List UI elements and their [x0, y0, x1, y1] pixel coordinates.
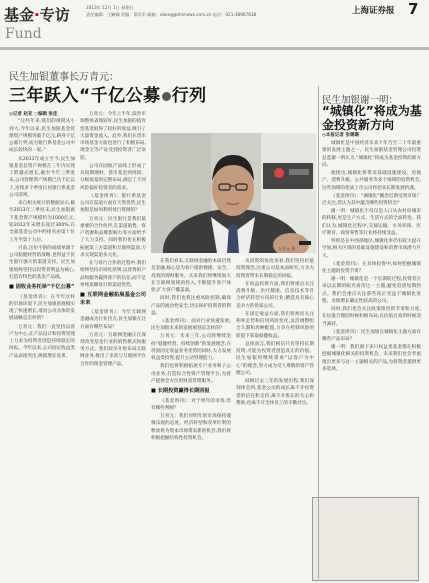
paragraph: 从2011年成立至今,民生加银基金总资产规模在三年内实现了跨越式增长,截至今年三季度末,公司管理资产规模已达千亿以上,连续多个季度位居银行系基金公司前列。	[9, 156, 75, 199]
paragraph: 《基金周刊》：对于明年的市场,您有哪些判断？	[151, 398, 231, 411]
col4-paragraphs	[236, 258, 314, 407]
subheading: ■ 长期投资赢得长期回报	[151, 388, 210, 395]
section-title-en: Fund	[5, 26, 42, 42]
header-rule	[0, 47, 429, 50]
subheading: ■ 互联网金融拓展基金公司未来	[80, 292, 146, 306]
paragraph: 万青元：互联网金融正在深刻改变基金行业的销售模式和服务方式。我们较早开始布局互联网业务,推出了多款与互联网平台合作的现金管理产品。	[80, 332, 146, 367]
photo-caption: 万青元 摄	[278, 246, 296, 251]
sidebar-headline: “城镇化”将成为基金投资新方向	[322, 104, 422, 132]
paragraph: 万青元：今年上半年,债券市场整体表现较好,民生加银的债券型基金取得了较好的收益,吸引了大量资金流入。此外,我们在货币市场基金方面也进行了积极布局,现金宝等产品受到投资者广泛欢迎。	[80, 112, 146, 161]
col1b-paragraphs	[9, 294, 75, 360]
paragraph: 同时,我们也会关注政策推进的节奏和力度,在估值合理的时候积极布局,在估值过高的时候适当减持。	[322, 307, 421, 327]
paragraph: 城镇化是中国经济未来十年乃至二十年最重要的发展主题之一。民生加银基金管理公司投资总监谢一明认为,“城镇化”将成为基金投资的新方向。	[322, 141, 421, 168]
paragraph: 在我们看来,互联网金融的本质仍然是金融,核心是为客户提供便捷、安全、高效的理财服务。未来我们将继续加大在互联网领域的投入,不断提升客户体验,扩大客户覆盖面。	[151, 259, 231, 294]
col2-paragraphs	[80, 111, 146, 289]
paragraph: 他指出,城镇化将带来基础设施建设、房地产、消费升级、公共服务等多个领域的投资机会,这些领域的优质上市公司将迎来长期发展机遇。	[322, 170, 421, 191]
paragraph: 在权益投资方面,我们将重点关注消费升级、医疗健康、信息技术等符合经济转型方向的行业,精选具有核心竞争力的优质公司。	[236, 281, 314, 309]
portrait-illustration	[151, 133, 316, 253]
paragraph: 公司在固收产品线上形成了从短期理财、货币基金到纯债、分级债基的完整布局,满足了不同风险偏好投资者的需求。	[80, 163, 146, 191]
paragraph: 《基金周刊》：在具体投资中,如何把握城镇化主题的投资节奏？	[322, 261, 421, 275]
article-kicker: 民生加银董事长万青元：	[9, 72, 119, 83]
paragraph: 回顾过去三年的发展历程,我们深刻体会到,基金公司的成长离不开投资者的信任和支持,离不开股东的关心和帮助,也离不开全体员工的辛勤付出。	[236, 378, 314, 406]
sidebar-kicker: 民生加银谢一明：	[322, 95, 399, 106]
page-number: 7	[408, 0, 419, 18]
paragraph: 来自相关统计的数据显示,截至2013年三季度末,民生加银旗下基金资产规模约为1000亿元,较2012年末增长超过300%,在全部基金公司中的排名由第十位上升至第十九位。	[9, 201, 75, 243]
newspaper-name: 上海证券报	[352, 6, 395, 16]
paragraph: 万青元：我们对明年的市场保持谨慎乐观的态度。经济转型和改革红利的释放将为资本市场带来新的机会,我们将积极把握结构性投资机会。	[151, 413, 231, 441]
sidebar-byline: ◎本报记者 张璐璐	[322, 133, 359, 138]
section-title: 基金·专访	[4, 6, 70, 24]
paragraph: 《基金周刊》：银行系基金公司在渠道方面有天然优势,民生加银是如何利用母行资源的？	[80, 193, 146, 214]
paragraph: 目前,这份不俗的成绩单源于公司稳健经营的战略,也得益于民生银行强大的渠道支持。民生加银始终坚持以投资者利益为核心,打造有特色的基金产品线。	[9, 245, 75, 280]
paragraph: 《基金周刊》：在今年这样的市场环境下,民生加银的规模实现了快速增长,请问公司具体的发展战略是怎样的？	[9, 294, 75, 322]
article-column-4	[236, 258, 314, 496]
col2b-paragraphs	[80, 309, 146, 368]
paragraph: 谢一明：我们旗下多只权益类基金都在积极挖掘城镇化相关的投资机会。未来我们也会考虑推出更多与这一主题相关的产品,为投资者提供更多选择。	[322, 345, 421, 373]
col3-paragraphs	[151, 258, 231, 385]
paragraph: 总体而言,我们相信只有坚持长期投资,才能为投资者创造真正的价值。民生加银将继续秉承“以客户为中心”的理念,努力成为受人尊敬的资产管理公司。	[236, 341, 314, 376]
paragraph: 在与母行合作的过程中,我们始终坚持市场化原则,以优秀的产品和服务赢得客户的信任,而不是单纯依赖母行的渠道优势。	[80, 261, 146, 289]
article-headline: 三年跃入“千亿公募 行列	[9, 86, 207, 106]
article-column-1	[9, 111, 75, 579]
subheading: ■ 固收业务托举“千亿公募”	[9, 284, 75, 291]
paragraph: 《基金周刊》：民生加银在城镇化主题方面有哪些产品布局？	[322, 329, 421, 343]
article-byline: ◎记者 赵亚 ○编辑 张佳	[9, 112, 58, 117]
paragraph: 谢一明：城镇化不仅仅是人口从农村向城市的转移,更是生产方式、生活方式的全面转变。我们认为,城镇化过程中,交通运输、水务环保、医疗教育、商贸零售等行业将持续受益。	[322, 209, 421, 236]
dateline: 2013年 12月 1日 星期日 责任编辑：王娴娴 美编：郑学丰 邮箱：xbeng@shsnews.com.cn 电话：021-38967638	[86, 5, 257, 17]
info-box	[312, 497, 419, 581]
article-column-2	[80, 111, 146, 579]
col1-paragraphs	[9, 118, 75, 281]
paragraph: 特别是在中西部地区,城镇化率仍有较大提升空间,相关区域的基础设施建设和消费市场潜力巨大。	[322, 239, 421, 259]
paragraph: 同时,我们也将注重风险控制,确保产品的流动性安全,切实保护投资者的利益。	[151, 296, 231, 316]
article-column-3	[151, 258, 231, 579]
paragraph: 《基金周刊》：“城镇化”概念近期受到市场广泛关注,您认为其中蕴含哪些投资机会？	[322, 193, 421, 206]
paragraph: 《基金周刊》：今年互联网金融成为行业热点,民生加银在这方面有哪些布局？	[80, 309, 146, 330]
paragraph: 在固定收益方面,我们将密切关注利率走势和信用风险变化,灵活调整组合久期和券种配置,力争在控制风险的前提下获取稳健收益。	[236, 311, 314, 339]
paragraph: 《基金周刊》：面对行业快速发展,民生加银未来的发展规划是怎样的？	[151, 318, 231, 332]
headline-mark	[162, 92, 171, 101]
sidebar-column	[322, 140, 421, 495]
col3b-paragraphs	[151, 398, 231, 443]
paragraph: 谢一明：城镇化是一个长期的过程,投资者应该以长期的眼光看待这一主题,避免追逐短期热点。我们会重点关注那些真正受益于城镇化进程、业绩增长确定性较高的公司。	[322, 277, 421, 305]
paragraph: 我们也将积极拓展专户业务和子公司业务,打造综合性资产管理平台,为客户提供全方位的财富管理服务。	[151, 364, 231, 384]
sidebar-paragraphs	[322, 140, 421, 373]
masthead	[0, 0, 429, 52]
paragraph: 万青元：民生银行是我们最重要的合作伙伴,在渠道销售、客户资源和品牌影响力等方面给予了大力支持。同时我们也在积极拓展第三方渠道和互联网渠道,力求实现渠道多元化。	[80, 216, 146, 259]
paragraph: “这些年来,我们的规模从小到大,今年以来,民生加银基金管理资产规模突破千亿元,跻身千亿公募行列,成为银行系基金公司中成长较快的一家。”	[9, 119, 75, 154]
paragraph: 从投资的角度来看,我们坚持价值投资理念,注重公司基本面研究,力争为投资者带来长期稳定的回报。	[236, 259, 314, 279]
paragraph: 万青元：我们一直坚持以客户为中心,在产品设计和投资管理上力求为投资者创造持续稳定的回报。今年以来,公司固定收益类产品表现突出,规模增长显著。	[9, 324, 75, 359]
interview-photo	[151, 133, 316, 253]
paragraph: 万青元：未来三年,公司将继续坚持“稳健经营、持续创新”的发展理念,在巩固固定收益业务优势的同时,大力发展权益类投资,提升主动管理能力。	[151, 334, 231, 362]
column-divider	[318, 86, 319, 579]
